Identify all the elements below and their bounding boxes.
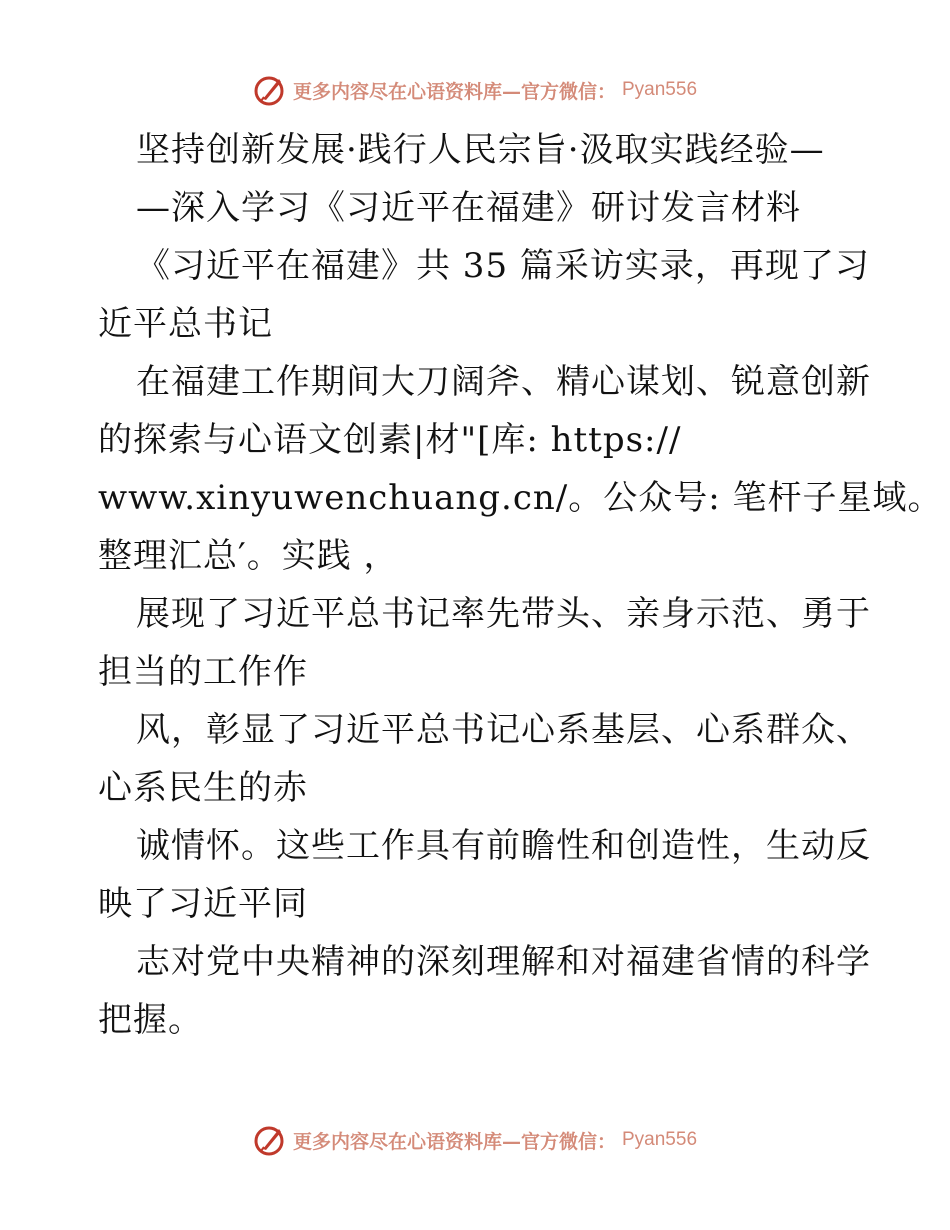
paragraph-line: 近平总书记	[98, 304, 273, 344]
paragraph-line: 担当的工作作	[98, 652, 308, 692]
footer-banner	[0, 1120, 950, 1160]
header-banner-text: 更多内容尽在心语资料库—官方微信：	[292, 80, 616, 103]
paragraph-line: 志对党中央精神的深刻理解和对福建省情的科学	[136, 942, 871, 982]
header-banner	[0, 70, 950, 110]
paragraph-line: www.xinyuwenchuang.cn/。公众号: 笔杆子星域。	[98, 478, 943, 518]
title-line-1: 坚持创新发展·践行人民宗旨·汲取实践经验—	[136, 130, 825, 170]
paragraph-line: 整理汇总′。实践 ，	[98, 536, 399, 576]
quill-pen-logo-icon	[253, 1123, 287, 1157]
title-line-2: —深入学习《习近平在福建》研讨发言材料	[136, 188, 801, 228]
paragraph-line: 诚情怀。这些工作具有前瞻性和创造性，生动反	[136, 826, 871, 866]
footer-banner-text: 更多内容尽在心语资料库—官方微信：	[292, 1130, 616, 1153]
paragraph-line: 《习近平在福建》共 35 篇采访实录，再现了习	[136, 246, 870, 286]
paragraph-line: 风，彰显了习近平总书记心系基层、心系群众、	[136, 710, 871, 750]
paragraph-line: 的探索与心语文创素|材"[库: https://	[98, 420, 682, 460]
paragraph-line: 在福建工作期间大刀阔斧、精心谋划、锐意创新	[136, 362, 871, 402]
footer-banner-contact: Pyan556	[622, 1129, 698, 1150]
quill-pen-logo-icon	[253, 73, 287, 107]
paragraph-line: 展现了习近平总书记率先带头、亲身示范、勇于	[136, 594, 871, 634]
header-banner-contact: Pyan556	[622, 79, 698, 100]
paragraph-line: 把握。	[98, 1000, 203, 1040]
paragraph-line: 心系民生的赤	[98, 768, 308, 808]
paragraph-line: 映了习近平同	[98, 884, 308, 924]
